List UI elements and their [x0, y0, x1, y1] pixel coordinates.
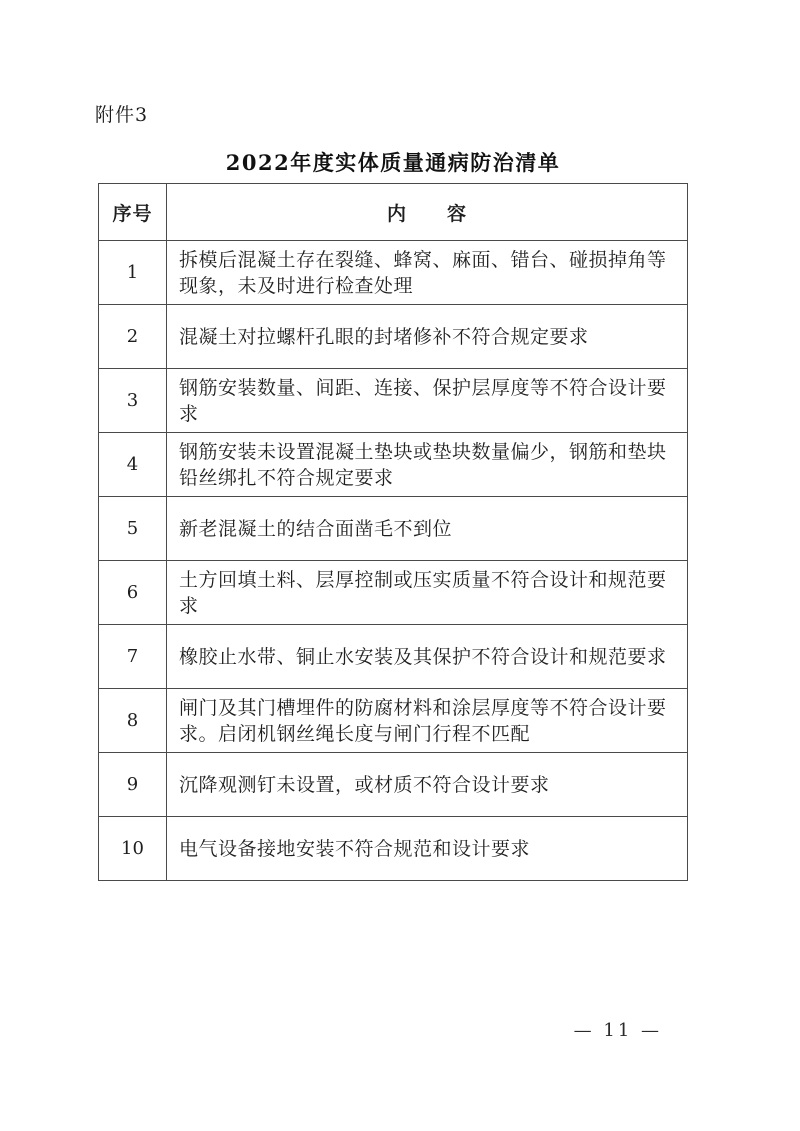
table-row: [99, 305, 688, 369]
table-row: [99, 433, 688, 497]
row-index: 8: [99, 689, 167, 753]
row-content: 钢筋安装未设置混凝土垫块或垫块数量偏少，钢筋和垫块铅丝绑扎不符合规定要求: [167, 433, 688, 497]
row-content: 土方回填土料、层厚控制或压实质量不符合设计和规范要求: [167, 561, 688, 625]
table-header-row: [99, 184, 688, 241]
table-row: [99, 561, 688, 625]
row-content: 橡胶止水带、铜止水安装及其保护不符合设计和规范要求: [167, 625, 688, 689]
attachment-label: 附件3: [95, 104, 149, 126]
row-index: 1: [99, 241, 167, 305]
row-content: 沉降观测钉未设置，或材质不符合设计要求: [167, 753, 688, 817]
table-row: [99, 625, 688, 689]
table-row: [99, 369, 688, 433]
page-number: — 11 —: [573, 1020, 662, 1041]
row-content: 钢筋安装数量、间距、连接、保护层厚度等不符合设计要求: [167, 369, 688, 433]
row-index: 4: [99, 433, 167, 497]
row-content: 拆模后混凝土存在裂缝、蜂窝、麻面、错台、碰损掉角等现象，未及时进行检查处理: [167, 241, 688, 305]
row-content: 混凝土对拉螺杆孔眼的封堵修补不符合规定要求: [167, 305, 688, 369]
row-content: 闸门及其门槽埋件的防腐材料和涂层厚度等不符合设计要求。启闭机钢丝绳长度与闸门行程不匹配: [167, 689, 688, 753]
row-index: 10: [99, 817, 167, 881]
table-row: [99, 753, 688, 817]
table-row: [99, 817, 688, 881]
row-content: 新老混凝土的结合面凿毛不到位: [167, 497, 688, 561]
row-content: 电气设备接地安装不符合规范和设计要求: [167, 817, 688, 881]
row-index: 5: [99, 497, 167, 561]
table-row: [99, 497, 688, 561]
row-index: 7: [99, 625, 167, 689]
header-content: 内 容: [167, 184, 688, 241]
defect-list-table: [98, 183, 688, 881]
row-index: 6: [99, 561, 167, 625]
table-row: [99, 689, 688, 753]
row-index: 3: [99, 369, 167, 433]
row-index: 9: [99, 753, 167, 817]
page-title: 2022年度实体质量通病防治清单: [225, 150, 561, 175]
row-index: 2: [99, 305, 167, 369]
table-row: [99, 241, 688, 305]
header-index: 序号: [99, 184, 167, 241]
